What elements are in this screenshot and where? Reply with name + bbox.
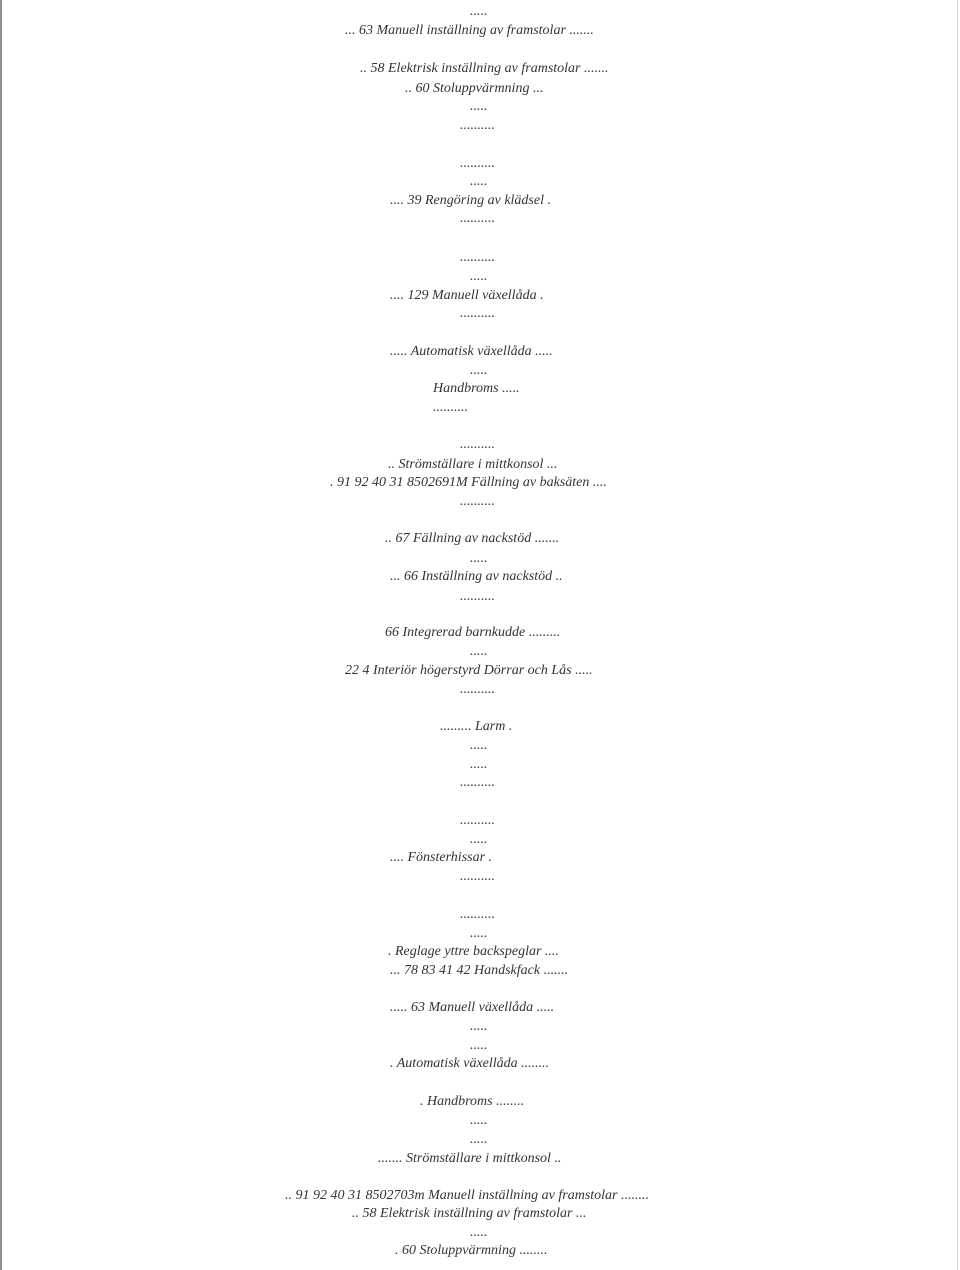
toc-line: ..... — [470, 926, 488, 941]
toc-line: .......... — [460, 907, 495, 922]
toc-line: ..... — [470, 757, 488, 772]
toc-line: . Automatisk växellåda ........ — [390, 1056, 550, 1071]
toc-line: ..... — [470, 1132, 488, 1147]
toc-line: . 91 92 40 31 8502691M Fällning av baksäten .... — [330, 475, 607, 490]
toc-line: .......... — [460, 682, 495, 697]
toc-line: ..... 63 Manuell växellåda ..... — [390, 1000, 555, 1015]
toc-line: Handbroms ..... — [433, 381, 520, 396]
toc-line: .. 60 Stoluppvärmning ... — [405, 81, 544, 96]
toc-line: ..... — [470, 1113, 488, 1128]
toc-line: .... Fönsterhissar . — [390, 850, 493, 865]
toc-line: ... 66 Inställning av nackstöd .. — [390, 569, 563, 584]
toc-line: . Reglage yttre backspeglar .... — [388, 944, 559, 959]
toc-line: 66 Integrerad barnkudde ......... — [385, 625, 561, 640]
toc-line: ... 63 Manuell inställning av framstolar ....... — [345, 23, 594, 38]
toc-line: .......... — [433, 400, 468, 415]
toc-line: ..... — [470, 738, 488, 753]
toc-line: ..... — [470, 4, 488, 19]
toc-line: ..... — [470, 644, 488, 659]
toc-line: .......... — [460, 589, 495, 604]
toc-line: ....... Strömställare i mittkonsol .. — [378, 1151, 562, 1166]
toc-line: ......... Larm . — [440, 719, 513, 734]
toc-line: ..... — [470, 1019, 488, 1034]
right-page-border — [957, 0, 958, 1270]
toc-line: .......... — [460, 118, 495, 133]
toc-line: ..... — [470, 174, 488, 189]
toc-line: ..... — [470, 832, 488, 847]
toc-line: . Handbroms ........ — [420, 1094, 525, 1109]
toc-line: .......... — [460, 869, 495, 884]
toc-line: ..... — [470, 1225, 488, 1240]
toc-line: .......... — [460, 211, 495, 226]
toc-line: .......... — [460, 775, 495, 790]
toc-line: ..... Automatisk växellåda ..... — [390, 344, 553, 359]
toc-line: .... 39 Rengöring av klädsel . — [390, 193, 551, 208]
left-page-border — [0, 0, 2, 1270]
toc-line: .......... — [460, 306, 495, 321]
toc-line: .. Strömställare i mittkonsol ... — [388, 457, 558, 472]
toc-line: .. 91 92 40 31 8502703m Manuell inställning av framstolar ........ — [285, 1188, 649, 1203]
toc-line: ..... — [470, 363, 488, 378]
toc-line: .......... — [460, 156, 495, 171]
toc-line: 22 4 Interiör högerstyrd Dörrar och Lås ..... — [345, 663, 593, 678]
toc-line: .......... — [460, 813, 495, 828]
toc-line: ..... — [470, 99, 488, 114]
toc-line: .. 58 Elektrisk inställning av framstolar ....... — [360, 61, 609, 76]
toc-line: .. 67 Fällning av nackstöd ....... — [385, 531, 560, 546]
toc-line: ..... — [470, 551, 488, 566]
toc-line: .......... — [460, 250, 495, 265]
toc-line: . 60 Stoluppvärmning ........ — [395, 1243, 548, 1258]
toc-line: .......... — [460, 494, 495, 509]
toc-line: ..... — [470, 269, 488, 284]
toc-line: .... 129 Manuell växellåda . — [390, 288, 544, 303]
toc-line: .. 58 Elektrisk inställning av framstolar ... — [352, 1206, 587, 1221]
toc-line: ..... — [470, 1038, 488, 1053]
toc-line: ... 78 83 41 42 Handskfack ....... — [390, 963, 569, 978]
toc-line: .......... — [460, 437, 495, 452]
